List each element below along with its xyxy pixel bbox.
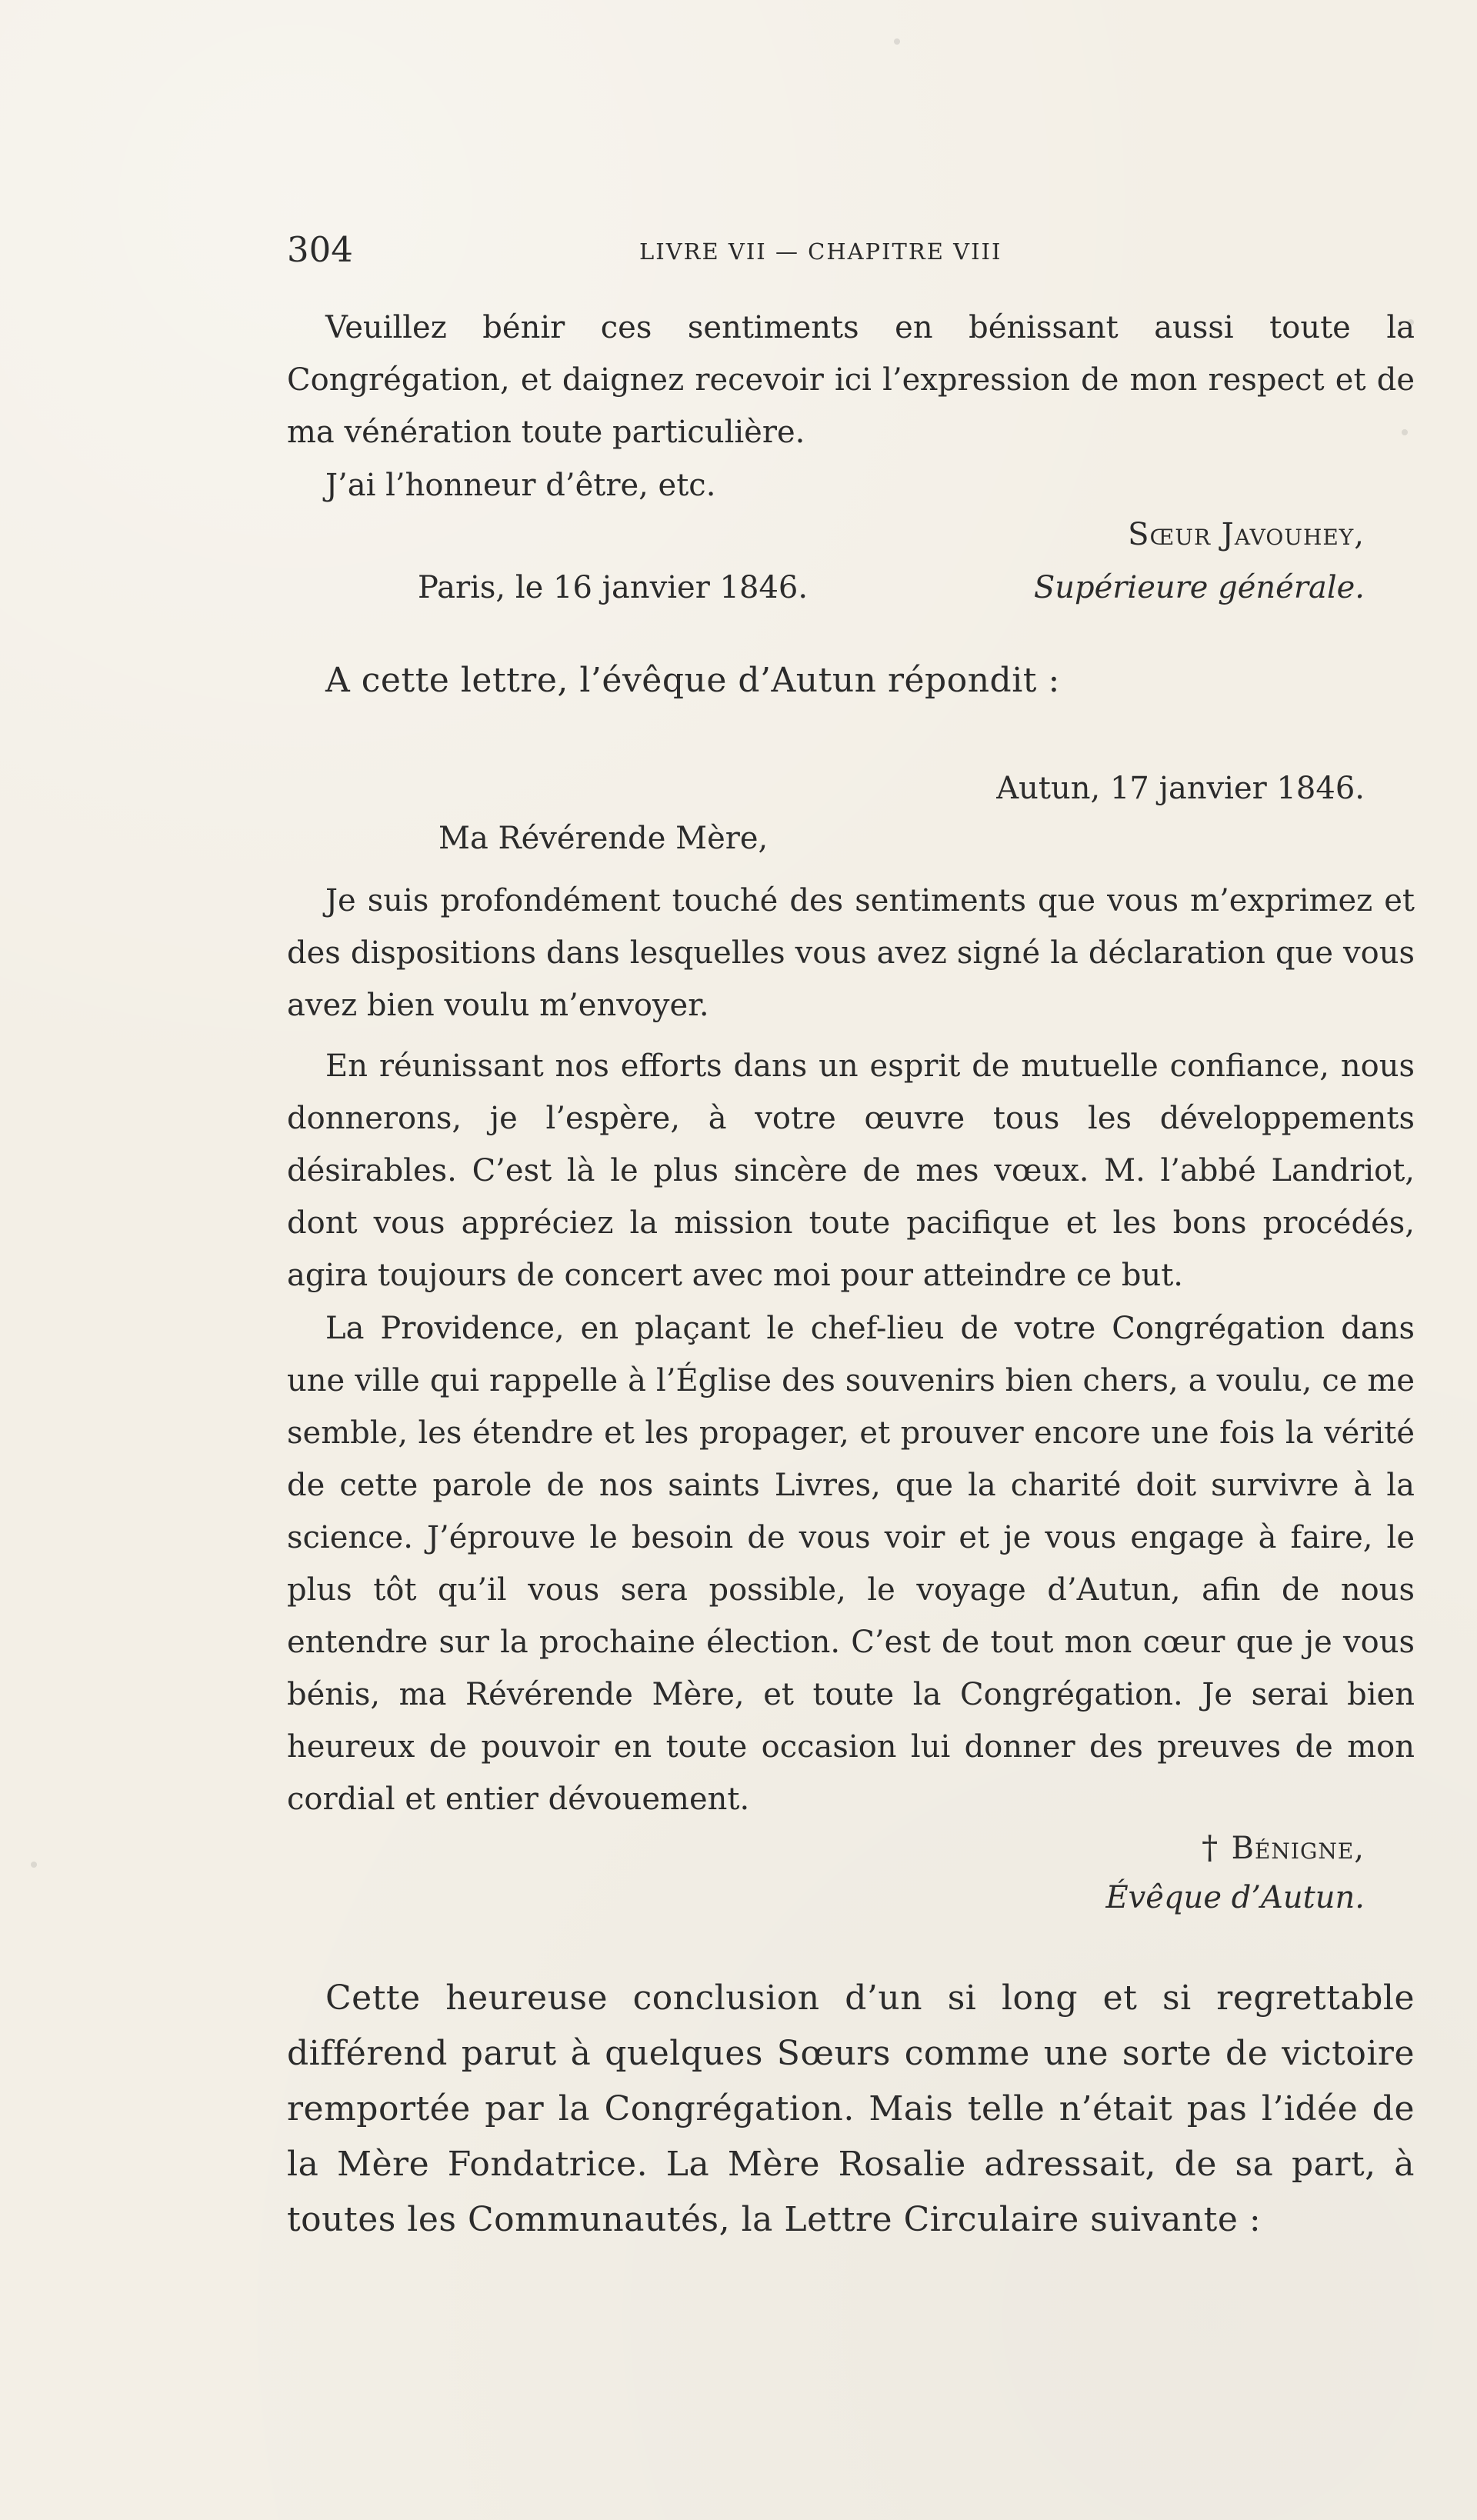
paragraph-opening: Veuillez bénir ces sentiments en bénissant aussi toute la Congrégation, et daignez recevoir ici l’expression de mon respect et de ma vénération toute particulière. — [287, 310, 1415, 450]
page-number: 304 — [287, 229, 353, 270]
paragraph-closing-formula: J’ai l’honneur d’être, etc. — [325, 468, 716, 503]
letter-paragraph-3: La Providence, en plaçant le chef-lieu de votre Congrégation dans une ville qui rappelle à l’Église des souvenirs bien chers, a voulu, ce me semble, les étendre et les propager, et prouver encore une fois la vérité de cette parole de nos saints Livres, que la charité doit survivre à la science. J’éprouve le besoin de vous voir et je vous engage à faire, le plus tôt qu’il vous sera possible, le voyage d’Autun, afin de nous entendre sur la prochaine élection. C’est de tout mon cœur que je vous bénis, ma Révérende Mère, et toute la Congrégation. Je serai bien heureux de pouvoir en toute occasion lui donner des preuves de mon cordial et entier dévouement. — [287, 1311, 1415, 1817]
running-head: LIVRE VII — CHAPITRE VIII — [639, 238, 1002, 265]
paper-speck — [894, 38, 900, 45]
place-date-paris: Paris, le 16 janvier 1846. — [418, 570, 809, 605]
signature-bishop-title: Évêque d’Autun. — [1105, 1880, 1365, 1915]
intro-line: A cette lettre, l’évêque d’Autun répondit : — [325, 661, 1060, 700]
paper-speck — [1408, 319, 1414, 325]
signature-name: Bénigne, — [1231, 1831, 1365, 1866]
conclusion-paragraph: Cette heureuse conclusion d’un si long et si regrettable différend parut à quelques Sœurs comme une sorte de victoire remportée par la Congrégation. Mais telle n’était pas l’idée de la Mère Fondatrice. La Mère Rosalie adressait, de sa part, à toutes les Communautés, la Lettre Circulaire suivante : — [287, 1978, 1415, 2239]
signature-sister-javouhey — [1128, 514, 1365, 555]
signature-title: Supérieure générale. — [1033, 570, 1365, 605]
cross-icon: † — [1202, 1828, 1219, 1866]
salutation: Ma Révérende Mère, — [438, 821, 769, 856]
signature-bishop — [1201, 1827, 1365, 1869]
signature-name: Sœur Javouhey, — [1128, 517, 1365, 552]
dateline: Autun, 17 janvier 1846. — [996, 771, 1365, 806]
letter-paragraph-1: Je suis profondément touché des sentiments que vous m’exprimez et des dispositions dans lesquelles vous avez signé la déclaration que vous avez bien voulu m’envoyer. — [287, 883, 1415, 1023]
page-header — [287, 229, 1066, 275]
letter-paragraph-2: En réunissant nos efforts dans un esprit de mutuelle confiance, nous donnerons, je l’espère, à votre œuvre tous les développements désirables. C’est là le plus sincère de mes vœux. M. l’abbé Landriot, dont vous appréciez la mission toute pacifique et les bons procédés, agira toujours de concert avec moi pour atteindre ce but. — [287, 1048, 1415, 1293]
paper-speck — [31, 1862, 37, 1868]
paper-speck — [1402, 429, 1408, 435]
